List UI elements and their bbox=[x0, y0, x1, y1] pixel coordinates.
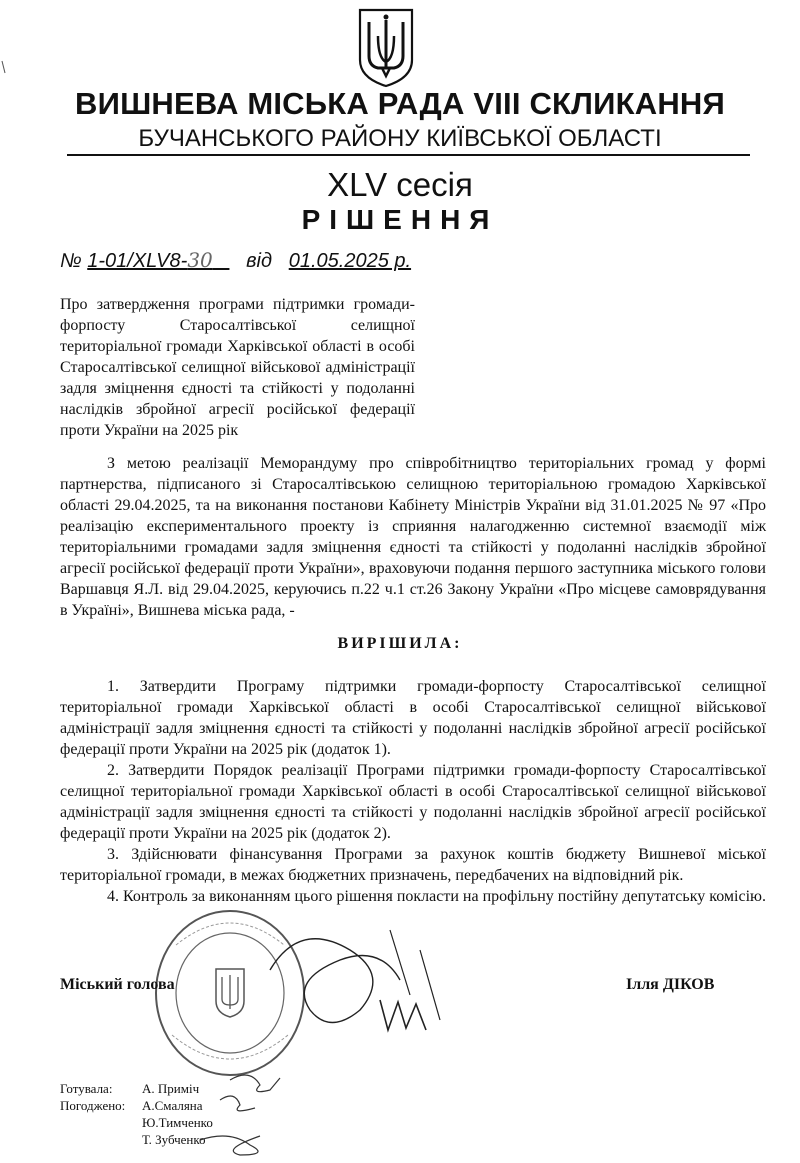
decision-number: 1-01/XLV8-30 bbox=[87, 248, 213, 272]
list-item: 2. Затвердити Порядок реалізації Програми підтримки громади-форпосту Старосалтівської селищної територіальної громади Харківської області в особі Старосалтівської селищної військової адміністрації задля зміцнення єдності та стійкості у подоланні наслідків збройної агресії російської федерації проти України на 2025 рік (додаток 2). bbox=[60, 762, 766, 842]
from-label: від bbox=[246, 250, 273, 272]
decision-subject: Про затвердження програми підтримки громади-форпосту Старосалтівської селищної територіальної громади Харківської області в особі Старосалтівської селищної військової адміністрації задля зміцнення єдності та стійкості у подоланні наслідків збройної агресії російської федерації проти України на 2025 рік bbox=[60, 296, 415, 439]
document-title: РІШЕННЯ bbox=[301, 204, 499, 235]
agreed-by: А.Смаляна bbox=[142, 1098, 203, 1113]
preamble bbox=[60, 453, 766, 621]
mayor-signature bbox=[240, 910, 460, 1040]
decision-number-line bbox=[60, 248, 411, 273]
decision-date: 01.05.2025 р. bbox=[288, 250, 412, 272]
list-item: 4. Контроль за виконанням цього рішення покласти на профільну постійну депутатську комісію. bbox=[107, 888, 766, 905]
trident-emblem-icon bbox=[356, 8, 416, 88]
agreed-by: Т. Зубченко bbox=[142, 1132, 206, 1147]
list-item: 3. Здійснювати фінансування Програми за рахунок коштів бюджету Вишневої міської територіальної громади, в межах бюджетних призначень, передбачених на відповідний рік. bbox=[60, 846, 766, 884]
decision-items bbox=[60, 676, 766, 907]
agreed-by: Ю.Тимченко bbox=[142, 1115, 213, 1130]
number-prefix: № bbox=[60, 250, 82, 272]
prepared-by: А. Приміч bbox=[142, 1081, 200, 1096]
agreed-label: Погоджено: bbox=[60, 1098, 126, 1113]
signature-name: Ілля ДІКОВ bbox=[626, 976, 715, 993]
approval-initials bbox=[180, 1060, 300, 1160]
district-name: БУЧАНСЬКОГО РАЙОНУ КИЇВСЬКОЇ ОБЛАСТІ bbox=[138, 125, 662, 152]
resolved-heading: ВИРІШИЛА: bbox=[337, 635, 463, 652]
prepared-label: Готувала: bbox=[60, 1081, 113, 1096]
session-title: XLV сесія bbox=[327, 166, 473, 203]
signature-position: Міський голова bbox=[60, 976, 175, 993]
council-name: ВИШНЕВА МІСЬКА РАДА VIII СКЛИКАННЯ bbox=[75, 86, 725, 121]
preamble-text: З метою реалізації Меморандуму про співробітництво територіальних громад у формі партнерства, підписаного зі Старосалтівською селищною територіальною громадою Харківської області 29.04.2025, та на виконання постанови Кабінету Міністрів України від 31.01.2025 № 97 «Про реалізацію експериментального проекту із сприяння налагодженню системної взаємодії між територіальними громадами задля зміцнення єдності та стійкості у подоланні наслідків збройної агресії російської федерації проти України», враховуючи подання першого заступника міського голови Варшавця Я.Л. від 29.04.2025, керуючись п.22 ч.1 ст.26 Закону України «Про місцеве самоврядування в Україні», Вишнева міська рада, - bbox=[60, 455, 766, 619]
scan-mark bbox=[0, 60, 8, 74]
list-item: 1. Затвердити Програму підтримки громади-форпосту Старосалтівської селищної територіальної громади Харківської області в особі Старосалтівської селищної військової адміністрації задля зміцнення єдності та стійкості у подоланні наслідків збройної агресії російської федерації проти України на 2025 рік (додаток 1). bbox=[60, 678, 766, 758]
header-divider bbox=[67, 154, 750, 156]
